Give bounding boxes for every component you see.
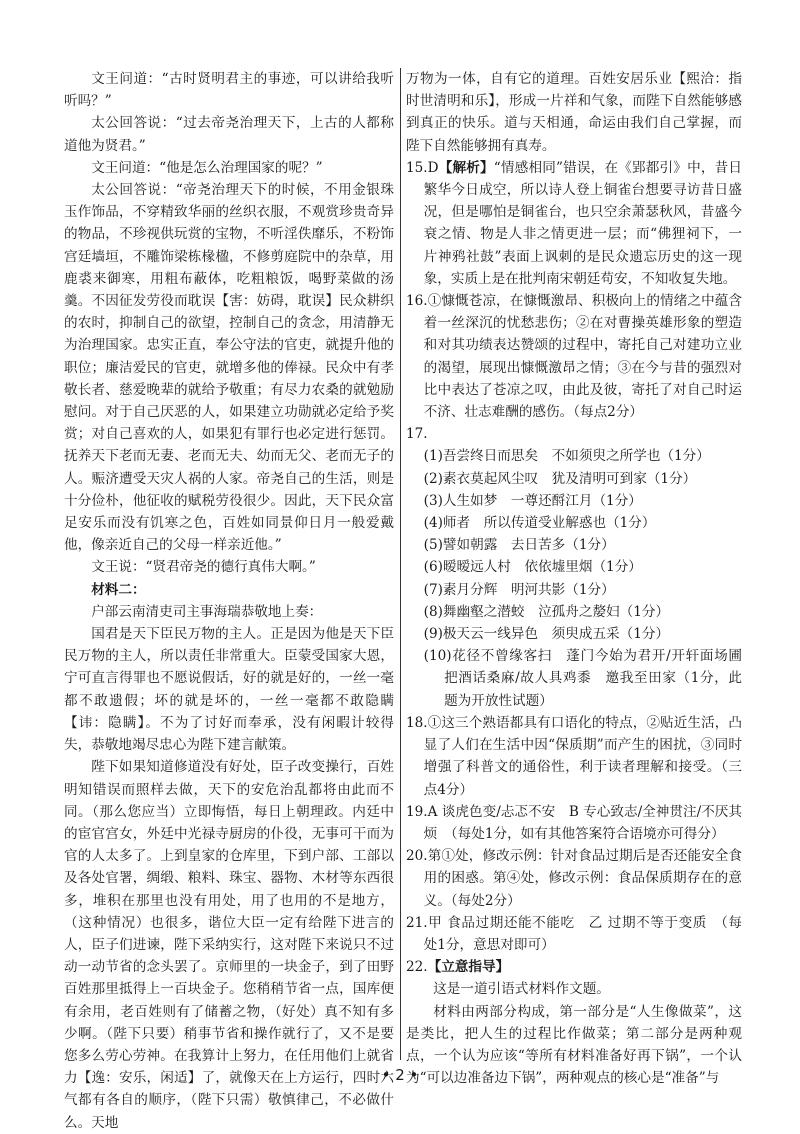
answer-text: ①慷慨苍凉，在慷慨激昂、积极向上的情绪之中蕴含着一丝深沉的忧愁悲伤；②在对曹操英雄形象的塑造和对其功绩表达赞颂的过程中，寄托自己对建功立业的渴望，展现出慷慨激昂之情；③在今与昔的强烈对比中表达了苍凉之叹，由此及彼，寄托了对自己时运不济、壮志难酬的感伤。（每点2分） [423,293,742,421]
paragraph: 材料由两部分构成，第一部分是“人生像做菜”，这是类比，把人生的过程比作做菜；第二部分是两种观点，一个认为应该“等所有材料准备好再下锅”，一个认为“可以边准备边下锅”，两种观点的核心是“准备”与 [406,1003,742,1087]
answer-item [406,423,756,712]
guidance-tag: 【立意指导】 [427,959,510,976]
answer-item [406,912,742,956]
answer-item [406,290,742,423]
question-number: 19. [406,803,428,820]
section-heading: 材料二： [91,581,146,598]
paragraph: 这是一道引语式材料作文题。 [433,981,610,998]
paragraph: 太公回答说：“过去帝尧治理天下，上古的人都称道他为贤君。” [64,115,394,154]
dictation-line: (6)暧暧远人村 依依墟里烟（1分） [423,559,642,576]
left-column [64,68,394,1131]
question-number: 16. [406,293,428,310]
paragraph: 户部云南清吏司主事海瑞恭敬地上奏： [91,603,323,620]
answer-item [406,712,742,801]
right-column [406,68,756,1087]
dictation-line: (9)极天云一线异色 须臾成五采（1分） [423,626,670,643]
paragraph: 陛下如果知道修道没有好处，臣子改变操行，百姓明知错误而照样去做，天下的安危治乱都将由此而不同。（那么您应当）立即悔悟，每日上朝理政。内廷中的宦官宫女，外廷中光禄寺厨房的仆役，无事可干而为官的人太多了。上到皇家的仓库里，下到户部、工部以及各处官署，绸缎、粮料、珠宝、器物、木材等东西很多，堆积在那里也没有用处，用了也用的不是地方，（这种情况）也很多，谐位大臣一定有给陛下进言的人，臣子们进谏，陛下采纳实行，这对陛下来说只不过动一动节省的念头罢了。京师里的一块金子，到了田野百姓那里抵得上一百块金子。您稍稍节省一点，国库便有余用，老百姓则有了储蓄之物，（好处）真不知有多少啊。（陛下只要）稍事节省和操作就行了，又不是要您多么劳心劳神。在我算计上努力，在任用他们上就省力【逸：安乐，闲适】了，就像天在上方运行，四时六气都有各自的顺序，（陛下只需）敬慎律己，不必做什么。天地 [64,759,394,1131]
paragraph: 国君是天下臣民万物的主人。正是因为他是天下臣民万物的主人，所以责任非常重大。臣蒙受国家大恩，宁可直言得罪也不愿说假话，好的就是好的，一丝一毫都不敢遗假；坏的就是坏的，一丝一毫都不敢隐瞒【讳：隐瞒】。不为了讨好而奉承，没有闲暇计较得失，恭敬地竭尽忠心为陛下建言献策。 [64,626,394,754]
paragraph: 太公回答说：“帝尧治理天下的时候，不用金银珠玉作饰品，不穿精致华丽的丝织衣服，不观赏珍贵奇异的物品，不珍视供玩赏的宝物，不听淫佚靡乐，不粉饰宫廷墙垣，不雕饰梁栋椽楹，不修剪庭院中的杂草，用鹿裘来御寒，用粗布蔽体，吃粗粮饭，喝野菜做的汤羹。不因征发劳役而耽误【害：妨碍，耽误】民众耕织的农时，抑制自己的欲望，控制自己的贪念，用清静无为治理国家。忠实正直，奉公守法的官吏，就提升他的职位；廉洁爱民的官吏，就增多他的俸禄。民众中有孝敬长者、慈爱晚辈的就给予敬重；有尽力农桑的就勉励慰问。对于自己厌恶的人，如果建立功勋就必定给予奖赏；对自己喜欢的人，如果犯有罪行也必定进行惩罚。抚养天下老而无妻、老而无夫、幼而无父、老而无子的人。赈济遭受天灾人祸的人家。帝尧自己的生活，则是十分俭朴，他征收的赋税劳役很少。因此，天下民众富足安乐而没有饥寒之色，百姓如同景仰日月一般爱戴他，像亲近自己的父母一样亲近他。” [64,182,394,554]
dictation-line: (3)人生如梦 一尊还酹江月（1分） [423,492,642,509]
paragraph: 文王问道：“古时贤明君主的事迹，可以讲给我听听吗？” [64,71,394,110]
question-number: 20. [406,848,428,865]
paragraph: 文王问道：“他是怎么治理国家的呢？” [91,159,323,176]
answer-text: ①这三个熟语都具有口语化的特点，②贴近生活，凸显了人们在生活中因“保质期”而产生的困扰，③同时增强了科普文的通俗性，利于读者理解和接受。（三点4分） [423,714,742,798]
answer-text: 第①处，修改示例：针对食品过期后是否还能安全食用的困惑。第④处，修改示例：食品保质期存在的意义。（每处2分） [423,848,742,909]
answer-choice: D [427,159,439,176]
column-divider [400,68,401,1060]
answer-text: A 谈虎色变/忐忑不安 B 专心致志/全神贯注/不厌其烦 （每处1分，如有其他答案符合语境亦可得分） [423,803,742,842]
page-number: • 2 • [381,1066,419,1084]
question-number: 21. [406,914,428,931]
paragraph: 万物为一体，自有它的道理。百姓安居乐业【熙洽：指时世清明和乐】，形成一片祥和气象，而陛下自然能够感到真正的快乐。道与天相通，命运由我们自己掌握，而陛下自然能够拥有真寿。 [406,71,742,154]
question-number: 17. [406,426,428,443]
answer-item [406,956,742,978]
paragraph: 文王说：“贤君帝尧的德行真伟大啊。” [91,559,316,576]
dictation-line: (1)吾尝终日而思矣 不如须臾之所学也（1分） [423,448,710,465]
answer-item [406,845,742,912]
dictation-line: (8)舞幽壑之潜蛟 泣孤舟之嫠妇（1分） [423,603,670,620]
dictation-line: (4)师者 所以传道受业解惑也（1分） [423,515,656,532]
question-number: 22. [406,959,428,976]
dictation-line: (2)素衣莫起风尘叹 犹及清明可到家（1分） [423,470,697,487]
question-number: 18. [406,714,428,731]
dictation-line: (7)素月分辉 明河共影（1分） [423,581,615,598]
answer-text: “情感相同”错误，在《郢都引》中，昔日繁华今日成空，所以诗人登上铜雀台想要寻访昔日盛况，但是哪怕是铜雀台，也只空余萧瑟秋风，昔盛今衰之情、物是人非之情更进一层；而“佛狸祠下，一片神鸦社鼓”表面上讽刺的是民众遗忘历史的这一现象，实质上是在批判南宋朝廷苟安，不知收复失地。 [423,159,742,287]
dictation-line: (10)花径不曾缘客扫 蓬门今始为君开/开轩面场圃 把酒话桑麻/故人具鸡黍 邀我至田家（1分，此题为开放性试题） [423,648,756,709]
answer-item [406,157,742,290]
dictation-line: (5)譬如朝露 去日苦多（1分） [423,537,615,554]
answer-item [406,801,742,845]
answer-text: 甲 食品过期还能不能吃 乙 过期不等于变质 （每处1分，意思对即可） [423,914,742,953]
question-number: 15. [406,159,428,176]
analysis-tag: 【解析】 [438,159,494,176]
